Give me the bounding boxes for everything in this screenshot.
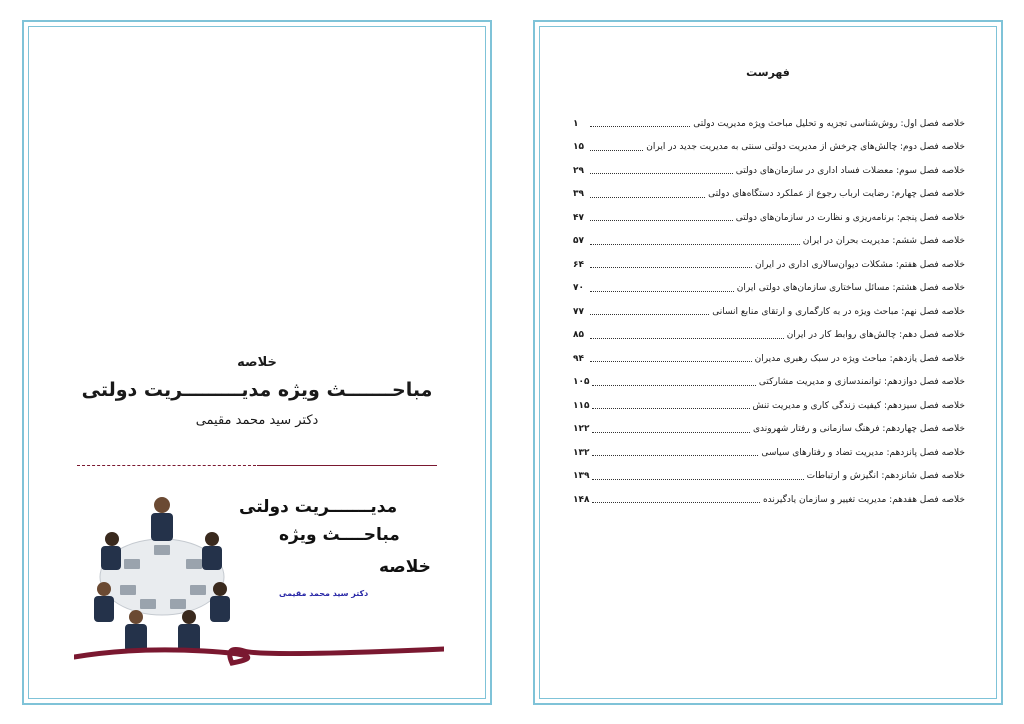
- toc-item[interactable]: [573, 206, 965, 230]
- toc-page: [533, 20, 1003, 705]
- cover-author: دکتر سید محمد مقیمی: [195, 413, 319, 428]
- toc-item-label: خلاصه فصل یازدهم: مباحث ویژه در سبک رهبری مدیران: [754, 353, 965, 364]
- toc-leader: [590, 314, 709, 315]
- toc-item[interactable]: [573, 465, 965, 489]
- toc-item-label: خلاصه فصل دهم: چالش‌های روابط کار در ایران: [786, 330, 965, 341]
- toc-page-number: ۹۴: [573, 353, 584, 364]
- toc-page-number: ۱۱۵: [573, 400, 590, 411]
- toc-leader: [592, 432, 750, 433]
- art-line-1: مدیـــــــریت دولتی: [239, 497, 398, 517]
- toc-item[interactable]: [573, 347, 965, 371]
- toc-page-number: ۷۷: [573, 306, 584, 317]
- toc-item[interactable]: [573, 394, 965, 418]
- toc-item[interactable]: [573, 277, 965, 301]
- cover-label: خلاصه: [237, 355, 277, 370]
- toc-item-label: خلاصه فصل سوم: معضلات فساد اداری در سازمان‌های دولتی: [735, 165, 965, 176]
- toc-leader: [590, 338, 784, 339]
- toc-item[interactable]: [573, 230, 965, 254]
- toc-leader: [592, 455, 758, 456]
- toc-item-label: خلاصه فصل شانزدهم: انگیزش و ارتباطات: [806, 471, 965, 482]
- toc-item-label: خلاصه فصل نهم: مباحث ویژه در به کارگماری و ارتقای منابع انسانی: [712, 306, 965, 317]
- toc-list: [573, 112, 965, 512]
- toc-item-label: خلاصه فصل هفتم: مشکلات دیوان‌سالاری اداری در ایران: [755, 259, 965, 270]
- toc-item-label: خلاصه فصل سیزدهم: کیفیت زندگی کاری و مدیریت تنش: [752, 400, 965, 411]
- toc-item-label: خلاصه فصل چهارم: رضایت ارباب رجوع از عملکرد دستگاه‌های دولتی: [708, 189, 965, 200]
- cover-divider: [77, 465, 437, 466]
- toc-page-number: ۳۹: [573, 189, 584, 200]
- cover-illustration: [74, 477, 444, 672]
- toc-item[interactable]: [573, 112, 965, 136]
- toc-page-number: ۱۳۲: [573, 447, 590, 458]
- toc-item[interactable]: [573, 183, 965, 207]
- toc-item[interactable]: [573, 418, 965, 442]
- toc-item-label: خلاصه فصل هفدهم: مدیریت تغییر و سازمان یادگیرنده: [762, 494, 965, 505]
- toc-page-number: ۱۰۵: [573, 377, 590, 388]
- toc-page-number: ۱۲۲: [573, 424, 590, 435]
- toc-item-label: خلاصه فصل دوازدهم: توانمندسازی و مدیریت مشارکتی: [758, 377, 965, 388]
- toc-leader: [592, 502, 759, 503]
- toc-item-label: خلاصه فصل پنجم: برنامه‌ریزی و نظارت در سازمان‌های دولتی: [735, 212, 965, 223]
- toc-page-number: ۴۷: [573, 212, 584, 223]
- toc-page-number: ۵۷: [573, 236, 584, 247]
- toc-leader: [590, 244, 800, 245]
- toc-item[interactable]: [573, 441, 965, 465]
- toc-page-number: ۱۳۹: [573, 471, 590, 482]
- toc-leader: [590, 291, 734, 292]
- toc-item-label: خلاصه فصل هشتم: مسائل ساختاری سازمان‌های دولتی ایران: [736, 283, 965, 294]
- toc-page-number: ۱۵: [573, 142, 584, 153]
- toc-leader: [590, 197, 705, 198]
- art-author: دکتر سید محمد مقیمی: [279, 589, 369, 598]
- toc-leader: [590, 150, 643, 151]
- toc-item[interactable]: [573, 371, 965, 395]
- toc-item[interactable]: [573, 159, 965, 183]
- toc-page-number: ۶۴: [573, 259, 584, 270]
- toc-item[interactable]: [573, 324, 965, 348]
- toc-item-label: خلاصه فصل اول: روش‌شناسی تجزیه و تحلیل مباحث ویژه مدیریت دولتی: [693, 118, 965, 129]
- toc-item-label: خلاصه فصل چهاردهم: فرهنگ سازمانی و رفتار شهروندی: [753, 424, 965, 435]
- toc-page-number: ۱: [573, 118, 579, 129]
- toc-leader: [590, 267, 752, 268]
- toc-title: فهرست: [746, 66, 790, 79]
- toc-leader: [592, 479, 803, 480]
- toc-leader: [590, 173, 733, 174]
- toc-item[interactable]: [573, 300, 965, 324]
- toc-leader: [590, 220, 733, 221]
- toc-item-label: خلاصه فصل دوم: چالش‌های چرخش از مدیریت دولتی سنتی به مدیریت جدید در ایران: [646, 142, 965, 153]
- toc-item[interactable]: [573, 253, 965, 277]
- toc-leader: [592, 385, 755, 386]
- cover-title: مباحـــــــث ویژه مدیـــــــــریت دولتی: [81, 379, 433, 401]
- cover-page: [22, 20, 492, 705]
- art-line-2: مباحــــث ویژه: [279, 525, 400, 545]
- toc-leader: [590, 126, 690, 127]
- toc-item[interactable]: [573, 136, 965, 160]
- wave-ornament: [74, 649, 444, 663]
- toc-page-number: ۷۰: [573, 283, 584, 294]
- toc-leader: [590, 361, 752, 362]
- toc-item-label: خلاصه فصل ششم: مدیریت بحران در ایران: [802, 236, 965, 247]
- toc-leader: [592, 408, 749, 409]
- toc-item-label: خلاصه فصل پانزدهم: مدیریت تضاد و رفتارهای سیاسی: [761, 447, 965, 458]
- toc-item[interactable]: [573, 488, 965, 512]
- toc-page-number: ۲۹: [573, 165, 584, 176]
- art-line-3: خلاصه: [379, 557, 431, 577]
- toc-page-number: ۱۴۸: [573, 494, 590, 505]
- toc-page-number: ۸۵: [573, 330, 584, 341]
- meeting-illustration: [74, 477, 444, 672]
